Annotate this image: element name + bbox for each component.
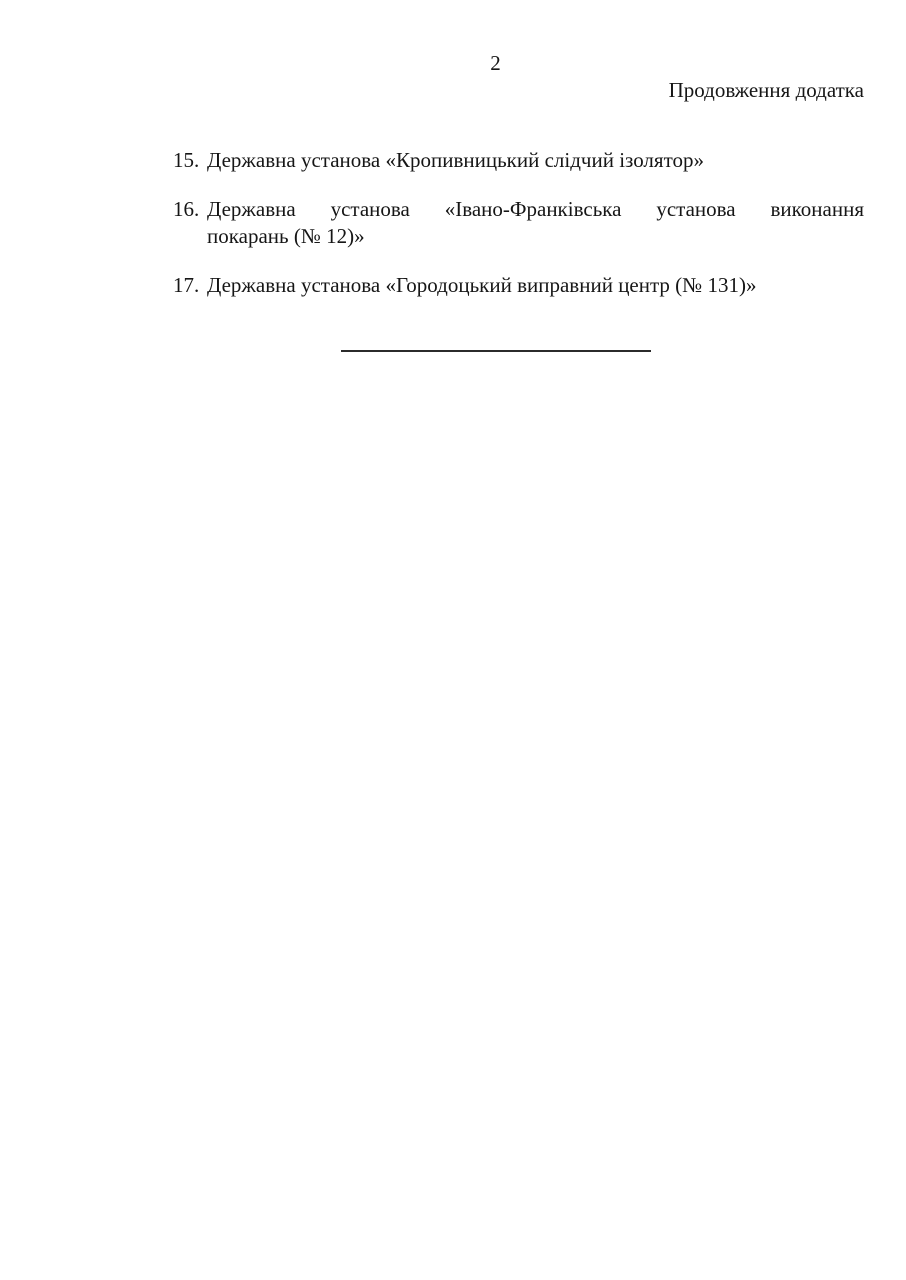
signature-divider-line	[341, 350, 651, 352]
word: «Івано-Франківська	[444, 197, 622, 221]
page-number: 2	[490, 51, 501, 75]
page-content	[127, 0, 864, 362]
word: установа	[656, 197, 736, 221]
list-item-17	[173, 272, 864, 299]
list-item-text	[207, 196, 864, 250]
list-item-15	[173, 147, 864, 174]
word: Державна	[207, 197, 296, 221]
facility-list	[127, 147, 864, 299]
signature-divider-container	[127, 337, 864, 362]
word: установа	[330, 197, 410, 221]
list-item-text: Державна установа «Кропивницький слідчий ізолятор»	[207, 148, 704, 172]
word: виконання	[770, 197, 864, 221]
list-item-number: 15.	[173, 148, 200, 172]
list-item-16	[173, 196, 864, 250]
list-item-number: 16.	[173, 197, 200, 221]
list-item-number: 17.	[173, 273, 200, 297]
continuation-header: Продовження додатка	[668, 78, 864, 102]
list-item-line-1	[207, 196, 864, 223]
list-item-text: Державна установа «Городоцький виправний центр (№ 131)»	[207, 273, 757, 297]
list-item-line-2: покарань (№ 12)»	[207, 224, 365, 248]
